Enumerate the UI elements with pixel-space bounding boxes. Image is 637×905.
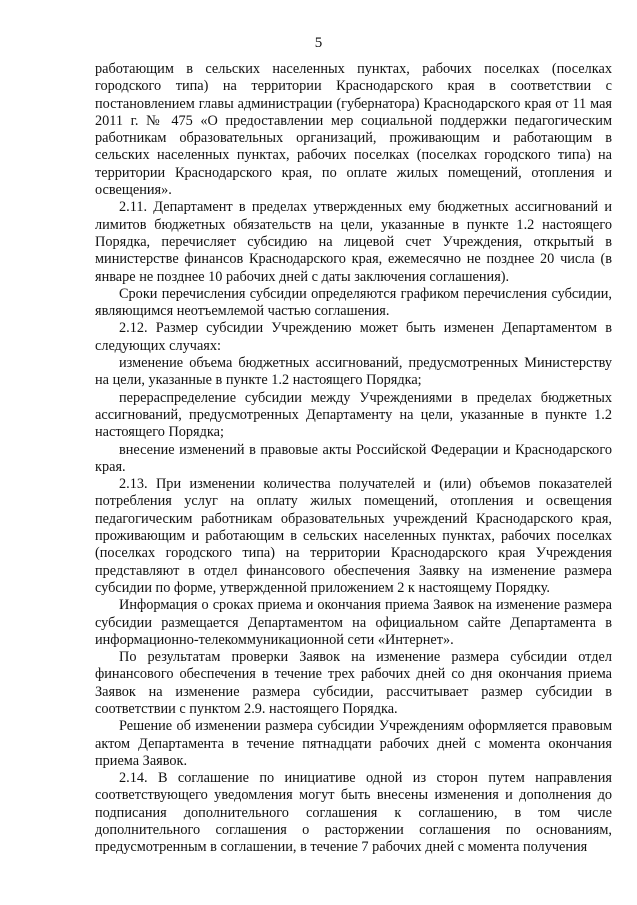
paragraph-transfer-schedule: Сроки перечисления субсидии определяются графиком перечисления субсидии, являющимся неотъемлемой частью соглашения.: [95, 285, 612, 320]
paragraph-case-redistribution: перераспределение субсидии между Учреждениями в пределах бюджетных ассигнований, предусмотренных Департаменту на цели, указанные в пункте 1.2 настоящего Порядка;: [95, 389, 612, 441]
paragraph-2-14: 2.14. В соглашение по инициативе одной из сторон путем направления соответствующего уведомления могут быть внесены изменения и дополнения до подписания дополнительного соглашения к соглашению, в том числе дополнительного соглашения о расторжении соглашения по основаниям, предусмотренным в соглашении, в течение 7 рабочих дней с момента получения: [95, 770, 612, 856]
paragraph-decision: Решение об изменении размера субсидии Учреждениям оформляется правовым актом Департамента в течение пятнадцати рабочих дней с момента окончания приема Заявок.: [95, 718, 612, 769]
paragraph-continued: работающим в сельских населенных пунктах, рабочих поселках (поселках городского типа) на территории Краснодарского края в соответствии с постановлением главы администрации (губернатора) Краснодарского края от 11 мая 2011 г. № 475 «О предоставлении мер социальной поддержки педагогическим работникам образовательных организаций, проживающим и работающим в сельских населенных пунктах, рабочих поселках (поселках городского типа) на территории Краснодарского края, по оплате жилых помещений, отопления и освещения».: [95, 61, 612, 199]
page-number: 5: [314, 35, 323, 51]
paragraph-case-legal-changes: внесение изменений в правовые акты Российской Федерации и Краснодарского края.: [95, 441, 612, 475]
document-body: [95, 61, 612, 857]
paragraph-2-13: 2.13. При изменении количества получателей и (или) объемов показателей потребления услуг на оплату жилых помещений, отопления и освещения педагогическим работникам образовательных учреждений Краснодарского края, проживающим и работающим в сельских населенных пунктах, рабочих поселках (поселках городского типа) на территории Краснодарского края Учреждения представляют в отдел финансового обеспечения Заявку на изменение размера субсидии по форме, утвержденной приложением 2 к настоящему Порядку.: [95, 476, 612, 596]
paragraph-application-info: Информация о сроках приема и окончания приема Заявок на изменение размера субсидии размещается Департаментом на официальном сайте Департамента в информационно-телекоммуникационной сети «Интернет».: [95, 597, 612, 648]
paragraph-2-12: 2.12. Размер субсидии Учреждению может быть изменен Департаментом в следующих случаях:: [95, 320, 612, 354]
paragraph-review-results: По результатам проверки Заявок на изменение размера субсидии отдел финансового обеспечения в течение трех рабочих дней со дня окончания приема Заявок на изменение размера субсидии, рассчитывает размер субсидии в соответствии с пунктом 2.9. настоящего Порядка.: [95, 649, 612, 717]
paragraph-case-budget-change: изменение объема бюджетных ассигнований, предусмотренных Министерству на цели, указанные в пункте 1.2 настоящего Порядка;: [95, 355, 612, 389]
paragraph-2-11: 2.11. Департамент в пределах утвержденных ему бюджетных ассигнований и лимитов бюджетных обязательств на цели, указанные в пункте 1.2 настоящего Порядка, перечисляет субсидию на лицевой счет Учреждения, открытый в министерстве финансов Краснодарского края, ежемесячно не позднее 20 числа (в январе не позднее 10 рабочих дней с даты заключения соглашения).: [95, 199, 612, 285]
